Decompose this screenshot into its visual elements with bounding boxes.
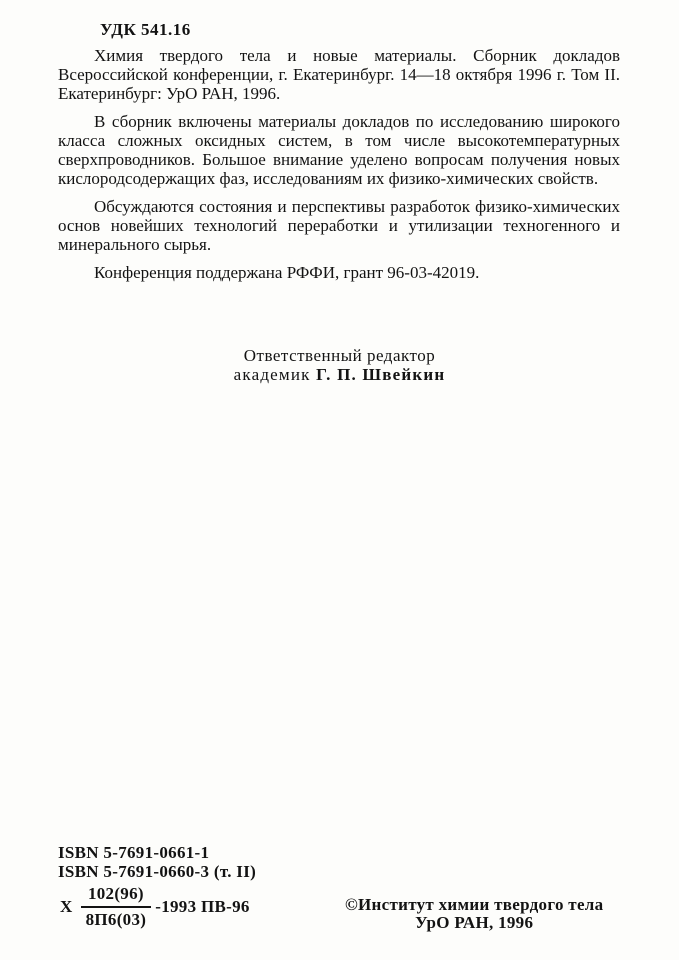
classification-numerator: 102(96)	[81, 884, 152, 908]
isbn-block	[58, 843, 256, 881]
abstract-paragraph-2: Обсуждаются состояния и перспективы разработок физико-химических основ новейших технологий переработки и утилизации техногенного и минерального сырья.	[58, 197, 620, 254]
editor-name-line	[0, 365, 679, 384]
editor-title: академик	[233, 365, 317, 384]
isbn-line-2: ISBN 5-7691-0660-3 (т. II)	[58, 862, 257, 881]
classification-denominator: 8П6(03)	[85, 910, 147, 929]
editor-role-label: Ответственный редактор	[243, 346, 436, 365]
isbn-line-1: ISBN 5-7691-0661-1	[58, 843, 210, 862]
grant-note: Конференция поддержана РФФИ, грант 96-03-42019.	[94, 263, 480, 282]
classification-index	[60, 884, 250, 930]
editor-block	[0, 346, 679, 384]
classification-fraction	[81, 884, 152, 930]
classification-prefix: Х	[60, 897, 73, 916]
abstract-paragraph-1: В сборник включены материалы докладов по исследованию широкого класса сложных оксидных систем, в том числе высокотемпературных сверхпроводников. Большое внимание уделено вопросам получения новых кислородсодержащих фаз, исследованиям их физико-химических свойств.	[58, 112, 620, 188]
copyright-year: УрО РАН, 1996	[415, 913, 534, 932]
copyright-block	[345, 896, 603, 932]
editor-name: Г. П. Швейкин	[316, 365, 446, 384]
copyright-holder: ©Институт химии твердого тела	[345, 895, 604, 914]
annotation-text-block	[58, 46, 620, 291]
udk-number: УДК 541.16	[100, 20, 191, 39]
bibliographic-description: Химия твердого тела и новые материалы. Сборник докладов Всероссийской конференции, г. Екатеринбург. 14—18 октября 1996 г. Том II. Екатеринбург: УрО РАН, 1996.	[58, 46, 620, 103]
classification-suffix: -1993 ПВ-96	[155, 897, 250, 916]
